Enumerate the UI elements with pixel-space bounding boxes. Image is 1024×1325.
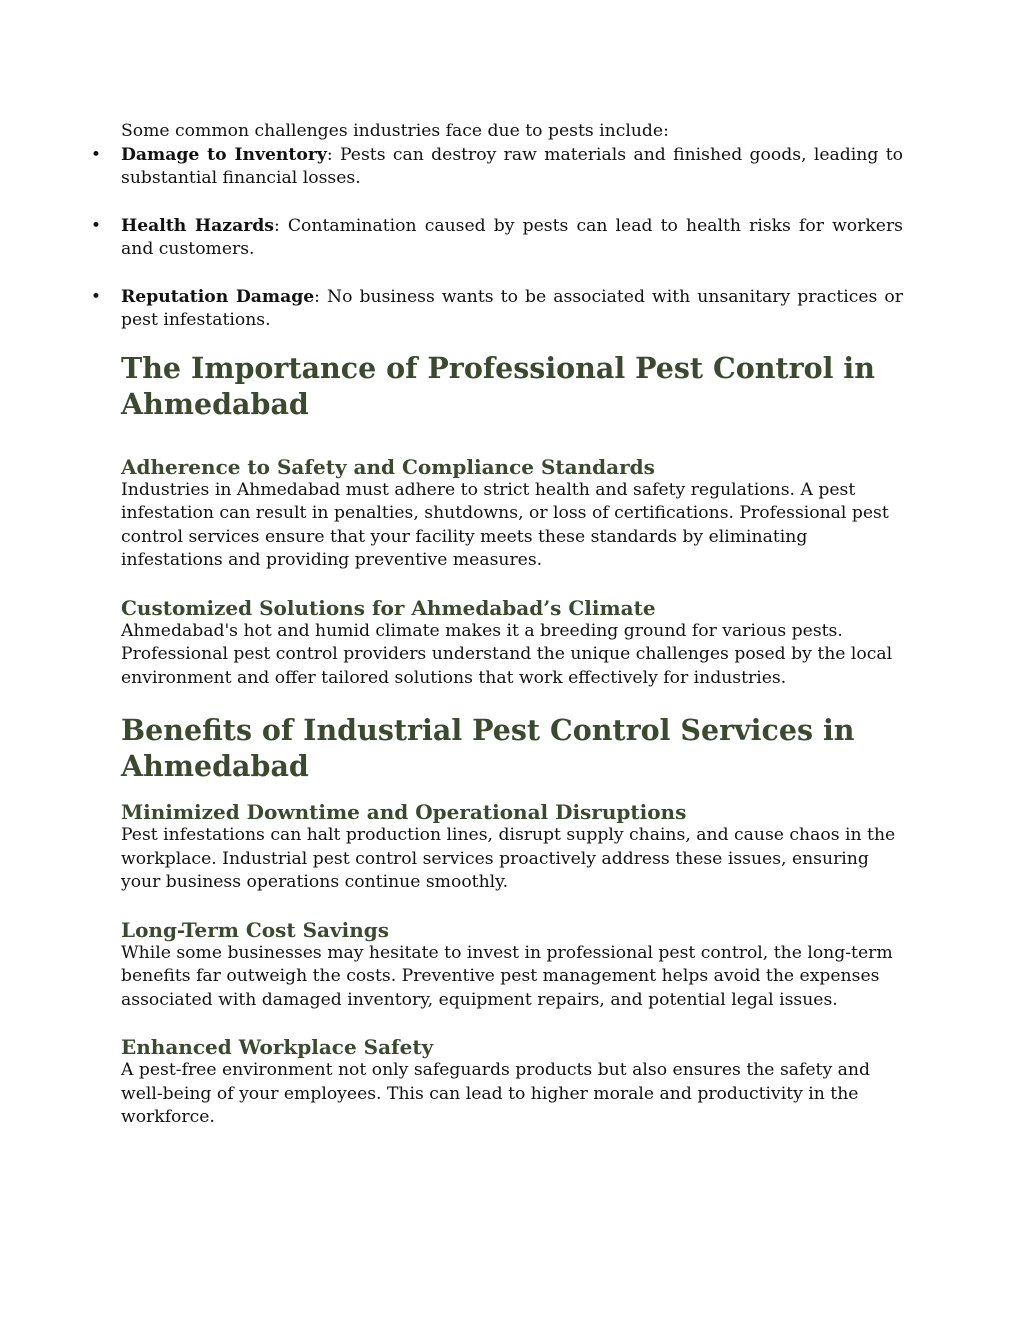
bullet-icon: • — [90, 286, 102, 307]
subsection-title: Adherence to Safety and Compliance Standards — [121, 454, 655, 479]
bullet-text: : Contamination caused by pests can lead to health risks for workers and customers. — [121, 215, 903, 259]
bullet-icon: • — [90, 215, 102, 236]
section-heading-importance: The Importance of Professional Pest Control in Ahmedabad — [121, 350, 875, 421]
subsection-title: Minimized Downtime and Operational Disruptions — [121, 800, 687, 824]
subsection-paragraph: Ahmedabad's hot and humid climate makes it a breeding ground for various pests. Professional pest control providers understand the unique challenges posed by the local environment and offer tailored solutions that work effectively for industries. — [121, 620, 893, 688]
bullet-text: : No business wants to be associated with unsanitary practices or pest infestations. — [121, 286, 903, 330]
subsection-title: Enhanced Workplace Safety — [121, 1035, 434, 1059]
bullet-term: Damage to Inventory — [121, 144, 327, 165]
bullet-icon: • — [90, 144, 102, 165]
bullet-term: Health Hazards — [121, 215, 274, 236]
list-item — [90, 144, 903, 191]
list-item — [90, 215, 903, 262]
subsection-title: Long-Term Cost Savings — [121, 917, 390, 942]
bullet-term: Reputation Damage — [121, 286, 315, 307]
subsection-paragraph: Industries in Ahmedabad must adhere to strict health and safety regulations. A pest infestation can result in penalties, shutdowns, or loss of certifications. Professional pest control services ensure that your facility meets these standards by eliminating infestations and providing preventive measures. — [121, 479, 889, 570]
challenges-list — [90, 144, 903, 333]
bullet-text: : Pests can destroy raw materials and finished goods, leading to substantial financial losses. — [121, 144, 903, 188]
subsection-paragraph: While some businesses may hesitate to invest in professional pest control, the long-term benefits far outweigh the costs. Preventive pest management helps avoid the expenses associated with damaged inventory, equipment repairs, and potential legal issues. — [121, 942, 893, 1010]
list-item — [90, 286, 903, 333]
subsection-paragraph: A pest-free environment not only safeguards products but also ensures the safety and well-being of your employees. This can lead to higher morale and productivity in the workforce. — [121, 1060, 870, 1127]
section-heading-benefits: Benefits of Industrial Pest Control Services in Ahmedabad — [121, 713, 855, 783]
intro-paragraph: Some common challenges industries face due to pests include: — [121, 121, 669, 141]
subsection-paragraph: Pest infestations can halt production lines, disrupt supply chains, and cause chaos in the workplace. Industrial pest control services proactively address these issues, ensuring your business operations continue smoothly. — [121, 825, 896, 892]
document-page — [90, 120, 903, 1130]
subsection-title: Customized Solutions for Ahmedabad’s Climate — [121, 595, 656, 620]
